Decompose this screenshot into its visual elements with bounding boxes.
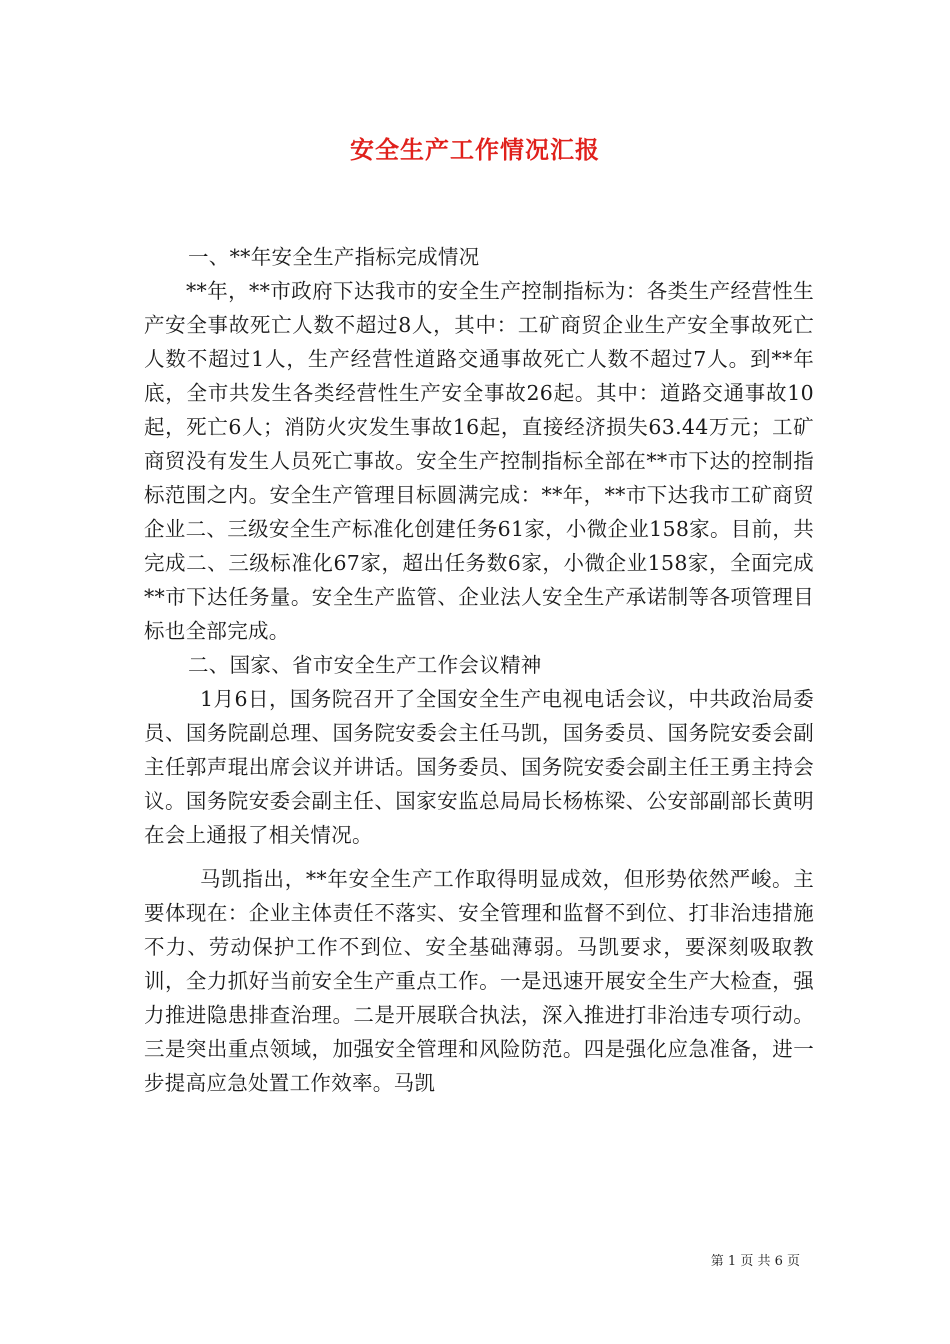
document-title: 安全生产工作情况汇报 — [350, 135, 600, 164]
section-heading-1: 一、**年安全生产指标完成情况 — [188, 245, 480, 269]
section-1-paragraph-1: **年，**市政府下达我市的安全生产控制指标为：各类生产经营性生产安全事故死亡人数不超过8人，其中：工矿商贸企业生产安全事故死亡人数不超过1人，生产经营性道路交通事故死亡人数不超过7人。到**年底，全市共发生各类经营性生产安全事故26起。其中：道路交通事故10起，死亡6人；消防火灾发生事故16起，直接经济损失63.44万元；工矿商贸没有发生人员死亡事故。安全生产控制指标全部在**市下达的控制指标范围之内。安全生产管理目标圆满完成：**年，**市下达我市工矿商贸企业二、三级安全生产标准化创建任务61家，小微企业158家。目前，共完成二、三级标准化67家，超出任务数6家，小微企业158家，全面完成**市下达任务量。安全生产监管、企业法人安全生产承诺制等各项管理目标也全部完成。 — [144, 279, 814, 643]
document-body — [144, 240, 814, 1100]
section-heading-2: 二、国家、省市安全生产工作会议精神 — [188, 653, 542, 677]
section-2-paragraph-2: 马凯指出，**年安全生产工作取得明显成效，但形势依然严峻。主要体现在：企业主体责任不落实、安全管理和监督不到位、打非治违措施不力、劳动保护工作不到位、安全基础薄弱。马凯要求，要深刻吸取教训，全力抓好当前安全生产重点工作。一是迅速开展安全生产大检查，强力推进隐患排查治理。二是开展联合执法，深入推进打非治违专项行动。三是突出重点领域，加强安全管理和风险防范。四是强化应急准备，进一步提高应急处置工作效率。马凯 — [144, 867, 814, 1095]
section-2-paragraph-1: 1月6日，国务院召开了全国安全生产电视电话会议，中共政治局委员、国务院副总理、国务院安委会主任马凯，国务委员、国务院安委会副主任郭声琨出席会议并讲话。国务委员、国务院安委会副主任王勇主持会议。国务院安委会副主任、国家安监总局局长杨栋梁、公安部副部长黄明在会上通报了相关情况。 — [144, 687, 814, 847]
page-number: 第 1 页 共 6 页 — [710, 1254, 800, 1269]
